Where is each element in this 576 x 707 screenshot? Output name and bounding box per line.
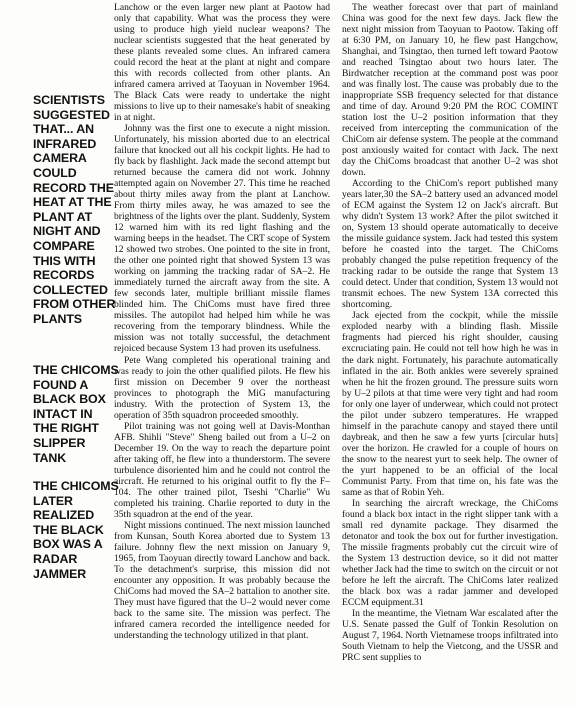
pull-quote-black-box-found: THE CHICOMS FOUND A BLACK BOX INTACT IN THE RIGHT SLIPPER TANK (33, 363, 119, 465)
pull-quote-infrared-camera: SCIENTISTS SUGGESTED THAT... AN INFRARED CAMERA COULD RECORD THE HEAT AT THE PLANT AT NIGHT AND COMPARE THIS WITH RECORDS COLLECTED FROM OTHER PLANTS (33, 93, 116, 326)
paragraph: According to the ChiCom's report published many years later,30 the SA–2 battery used an advanced model of ECM against the System 12 on Jack's aircraft. But why didn't System 13 work? After the pilot switched it on, System 13 should operate automatically to deceive the missile guidance system. Jack had tested this system before he coasted into the target. The ChiComs probably changed the pulse repetition frequency of the tracking radar to be outside the range that System 13 could detect. Under that condition, System 13 would not transmit echoes. The new System 13A corrected this shortcoming. (342, 178, 558, 311)
left-text-column (114, 2, 330, 641)
paragraph: The weather forecast over that part of mainland China was good for the next few days. Jack flew the next night mission from Taoyuan to Paotow. Taking off at 6:30 PM, on January 10, he flew past Hangchow, Shanghai, and Tsingtao, then turned left toward Paotow and reached Tsingtao about two hours later. The Birdwatcher reception at the command post was poor and was finally lost. The cause was probably due to the inappropriate SSB frequency selected for that distance and time of day. Around 9:20 PM the ROC COMINT station lost the U–2 position information that they received from intercepting the communication of the ChiCom air defense system. The people at the command post anxiously waited for contact with Jack. The next day the ChiComs broadcast that another U–2 was shot down. (342, 2, 558, 179)
paragraph: Pilot training was not going well at Davis-Monthan AFB. Shihli "Steve" Sheng bailed out from a U–2 on December 19. On the way to reach the departure point after taking off, he flew into a thunderstorm. The severe turbulence disoriented him and he could not control the aircraft. He returned to his original outfit to fly the F–104. The other trained pilot, Tseshi "Charlie" Wu completed his training. Charlie reported to duty in the 35th squadron at the end of the year. (114, 420, 330, 520)
paragraph: Pete Wang completed his operational training and was ready to join the other qualified pilots. He flew his first mission on December 9 over the northeast provinces to photograph the MiG manufacturing industry. With the protection of System 13, the operation of 35th squadron proceeded smoothly. (114, 354, 330, 421)
paragraph: In searching the aircraft wreckage, the ChiComs found a black box intact in the right slipper tank with a small red dynamite package. They disarmed the detonator and took the box out for further investigation. The missile fragments probably cut the circuit wire of the System 13 destruction device, so it did not matter whether Jack had the time to switch on the circuit or not before he left the aircraft. The ChiComs later realized the black box was a radar jammer and developed ECCM equipment.31 (342, 497, 558, 608)
paragraph: Johnny was the first one to execute a night mission. Unfortunately, his mission aborted due to an electrical failure that knocked out all his cockpit lights. He had to fly back by flashlight. Jack made the second attempt but returned because the camera did not work. Johnny attempted again on November 27. This time he reached about thirty miles away from the plant at Lanchow. From thirty miles away, he was amazed to see the brightness of the lights over the plant. Suddenly, System 12 warned him with its red light flashing and the warning beeps in the headset. The CRT scope of System 12 showed two strobes. One pointed to the site in front, the other one pointed right that showed System 13 was working on jamming the tracking radar of SA–2. He immediately turned the aircraft away from the site. A few seconds later, multiple brilliant missile flames blinded him. The ChiComs must have fired three missiles. The autopilot had helped him while he was recovering from the temporary blindness. While the mission was not totally successful, the detachment rejoiced because System 13 had proven its usefulness. (114, 123, 330, 355)
paragraph: Night missions continued. The next mission launched from Kunsan, South Korea aborted due to System 13 failure. Johnny flew the next mission on January 9, 1965, from Taoyuan directly toward Lanchow and back. To the detachment's surprise, this mission did not encounter any opposition. It was probably because the ChiComs had moved the SA–2 battalion to another site. They must have figured that the U–2 would never come back to the same site. The mission was perfect. The infrared camera recorded the intelligence needed for understanding the technology utilized in that plant. (114, 519, 330, 641)
paragraph: Jack ejected from the cockpit, while the missile exploded nearby with a blinding flash. Missile fragments had pierced his right shoulder, causing excruciating pain. He could not tell how high he was in the dark night. Fortunately, his parachute automatically inflated in the air. Both ankles were severely sprained when he hit the frozen ground. The pressure suits worn by U–2 pilots at that time were very tight and had room for only one layer of underwear, which could not protect the pilot under subzero temperatures. He wrapped himself in the parachute canopy and stayed there until daybreak, and then he saw a few yurts [circular huts] over the horizon. He crawled for a couple of hours on the snow to the nearest yurt to seek help. The owner of the yurt happened to be an official of the local Communist Party. From that time on, his fate was the same as that of Robin Yeh. (342, 310, 558, 498)
paragraph: Lanchow or the even larger new plant at Paotow had only that capability. What was the process they were using to produce high yield nuclear weapons? The nuclear scientists suggested that the heat generated by these plants revealed some clues. An infrared camera could record the heat at the plant at night and compare this with records collected from other plants. An infrared camera arrived at Taoyuan in November 1964. The Black Cats were ready to undertake the night missions to live up to their namesake's habit of sneaking in at night. (114, 2, 330, 124)
right-text-column (342, 2, 558, 663)
paragraph: In the meantime, the Vietnam War escalated after the U.S. Senate passed the Gulf of Tonkin Resolution on August 7, 1964. North Vietnamese troops infiltrated into South Vietnam to help the Vietcong, and the USSR and PRC sent supplies to (342, 607, 558, 663)
pull-quote-radar-jammer: THE CHICOMS LATER REALIZED THE BLACK BOX WAS A RADAR JAMMER (33, 479, 119, 581)
pull-quote-sidebar (33, 0, 123, 707)
